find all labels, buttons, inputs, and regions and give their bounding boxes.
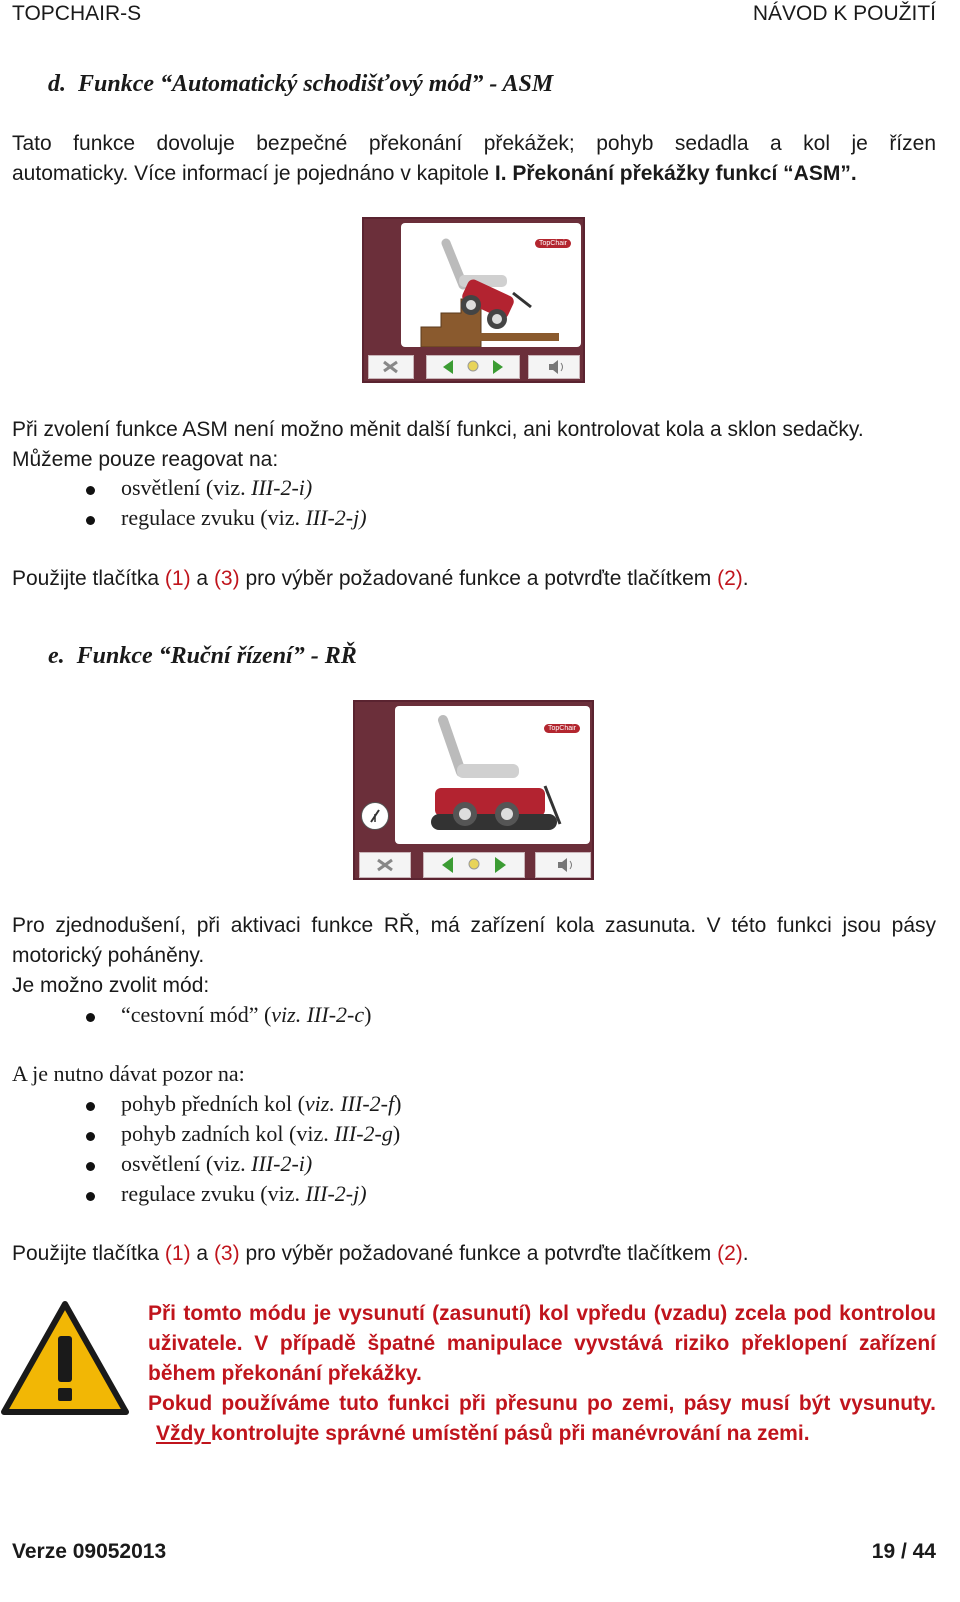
section-d-intro-line2 — [12, 159, 857, 189]
button-ref-3: (3) — [213, 567, 240, 590]
section-d-letter: d. — [48, 71, 66, 97]
wrench-icon — [360, 853, 410, 877]
bullet-text: regulace zvuku (viz. — [121, 505, 306, 530]
bullet-text: regulace zvuku (viz. — [121, 1181, 306, 1206]
instruction-text: Použijte tlačítka — [12, 567, 165, 590]
button-ref-1: (1) — [164, 567, 191, 590]
section-e-title — [48, 643, 357, 670]
manual-mode-button[interactable] — [361, 802, 389, 830]
section-d-intro-line1: Tato funkce dovoluje bezpečné překonání překážek; pohyb sedadla a kol je řízen — [12, 132, 936, 155]
manual-mode-icon — [362, 803, 388, 829]
instruction-text: . — [742, 1242, 749, 1265]
bullet-text: osvětlení (viz. — [121, 475, 252, 500]
navigation-buttons[interactable] — [423, 852, 525, 878]
bullet-reference: III-2-j) — [305, 505, 367, 530]
speaker-icon — [536, 853, 590, 877]
section-d-title-text: Funkce “Automatický schodišťový mód” - ASM — [78, 71, 554, 97]
sound-button[interactable] — [528, 355, 580, 379]
button-ref-2: (2) — [717, 1242, 743, 1265]
footer-page-number: 19 / 44 — [871, 1540, 936, 1563]
caution-bullet-front-wheels — [121, 1091, 401, 1117]
instruction-text: pro výběr požadované funkce a potvrďte tlačítkem — [239, 567, 718, 590]
bullet-text: ) — [392, 1121, 401, 1146]
warning-line4: Pokud používáme tuto funkci při přesunu po zemi, pásy musí být vysunuty. — [148, 1392, 936, 1415]
tools-button[interactable] — [359, 852, 411, 878]
instruction-text: pro výběr požadované funkce a potvrďte tlačítkem — [239, 1242, 718, 1265]
arrows-light-icon — [424, 853, 524, 877]
section-e-title-text: Funkce “Ruční řízení” - RŘ — [76, 643, 357, 669]
section-e-letter: e. — [48, 643, 65, 669]
header-right: NÁVOD K POUŽITÍ — [752, 2, 936, 25]
bullet-dot — [86, 1162, 95, 1171]
instruction-text: a — [190, 567, 214, 590]
asm-screen-image — [362, 217, 585, 383]
warning-line2: uživatele. V případě špatné manipulace vyvstává riziko překlopení zařízení — [148, 1332, 936, 1355]
intro-text: automaticky. Více informací je pojednáno v kapitole — [12, 162, 495, 185]
warning-always: Vždy — [156, 1422, 211, 1445]
bullet-text: pohyb předních kol ( — [121, 1091, 305, 1116]
section-e-mode-intro: Je možno zvolit mód: — [12, 974, 210, 997]
sound-button[interactable] — [535, 852, 591, 878]
section-d-instructions — [12, 564, 749, 594]
instruction-text: a — [190, 1242, 214, 1265]
header-left: TOPCHAIR-S — [12, 2, 142, 25]
asm-screen-display — [401, 223, 581, 347]
bullet-dot — [86, 516, 95, 525]
asm-bullet-sound — [121, 505, 367, 531]
topchair-logo: TopChair — [535, 239, 571, 248]
arrows-light-icon — [427, 356, 519, 378]
caution-bullet-lighting — [121, 1151, 312, 1177]
warning-line3: během překonání překážky. — [148, 1362, 422, 1385]
section-e-para1-line2: motorický poháněny. — [12, 944, 205, 967]
bullet-text: pohyb zadních kol (viz. — [121, 1121, 335, 1146]
speaker-icon — [529, 356, 579, 378]
travel-mode-bullet — [121, 1002, 371, 1028]
bullet-dot — [86, 1102, 95, 1111]
bullet-dot — [86, 1013, 95, 1022]
caution-intro: A je nutno dávat pozor na: — [12, 1061, 245, 1086]
caution-bullet-rear-wheels — [121, 1121, 400, 1147]
asm-note-line1: Při zvolení funkce ASM není možno měnit další funkci, ani kontrolovat kola a sklon sedačky. — [12, 418, 864, 441]
asm-note-line2: Můžeme pouze reagovat na: — [12, 448, 279, 471]
bullet-reference: III-2-j) — [305, 1181, 367, 1206]
bullet-reference: III-2-i) — [251, 1151, 313, 1176]
tools-button[interactable] — [368, 355, 414, 379]
bullet-reference: viz. III-2-c — [271, 1002, 365, 1027]
bullet-dot — [86, 486, 95, 495]
bullet-text: ) — [394, 1091, 402, 1116]
bullet-reference: viz. III-2-f — [304, 1091, 395, 1116]
bullet-text: “cestovní mód” ( — [121, 1002, 272, 1027]
wrench-icon — [369, 356, 413, 378]
bullet-text: osvětlení (viz. — [121, 1151, 252, 1176]
caution-bullet-sound — [121, 1181, 367, 1207]
section-d-title — [48, 71, 553, 98]
instruction-text: . — [742, 567, 749, 590]
warning-icon — [0, 1300, 130, 1416]
warning-line5 — [156, 1419, 810, 1449]
section-e-instructions — [12, 1239, 749, 1269]
warning-text: kontrolujte správné umístění pásů při manévrování na zemi. — [210, 1422, 810, 1445]
footer-version: Verze 09052013 — [12, 1540, 167, 1563]
button-ref-1: (1) — [164, 1242, 191, 1265]
bullet-dot — [86, 1192, 95, 1201]
bullet-dot — [86, 1132, 95, 1141]
warning-line1: Při tomto módu je vysunutí (zasunutí) kol vpředu (vzadu) zcela pod kontrolou — [148, 1302, 936, 1325]
navigation-buttons[interactable] — [426, 355, 520, 379]
bullet-text: ) — [364, 1002, 372, 1027]
bullet-reference: III-2-g — [334, 1121, 393, 1146]
chapter-reference: I. Překonání překážky funkcí “ASM”. — [494, 162, 857, 185]
topchair-logo: TopChair — [544, 724, 580, 733]
instruction-text: Použijte tlačítka — [12, 1242, 165, 1265]
button-ref-3: (3) — [213, 1242, 240, 1265]
manual-control-screen-display — [395, 706, 590, 844]
section-e-para1-line1: Pro zjednodušení, při aktivaci funkce RŘ, má zařízení kola zasunuta. V této funkci jsou pásy — [12, 914, 936, 937]
asm-bullet-lighting — [121, 475, 312, 501]
button-ref-2: (2) — [717, 567, 743, 590]
manual-control-screen-image — [353, 700, 594, 880]
bullet-reference: III-2-i) — [251, 475, 313, 500]
